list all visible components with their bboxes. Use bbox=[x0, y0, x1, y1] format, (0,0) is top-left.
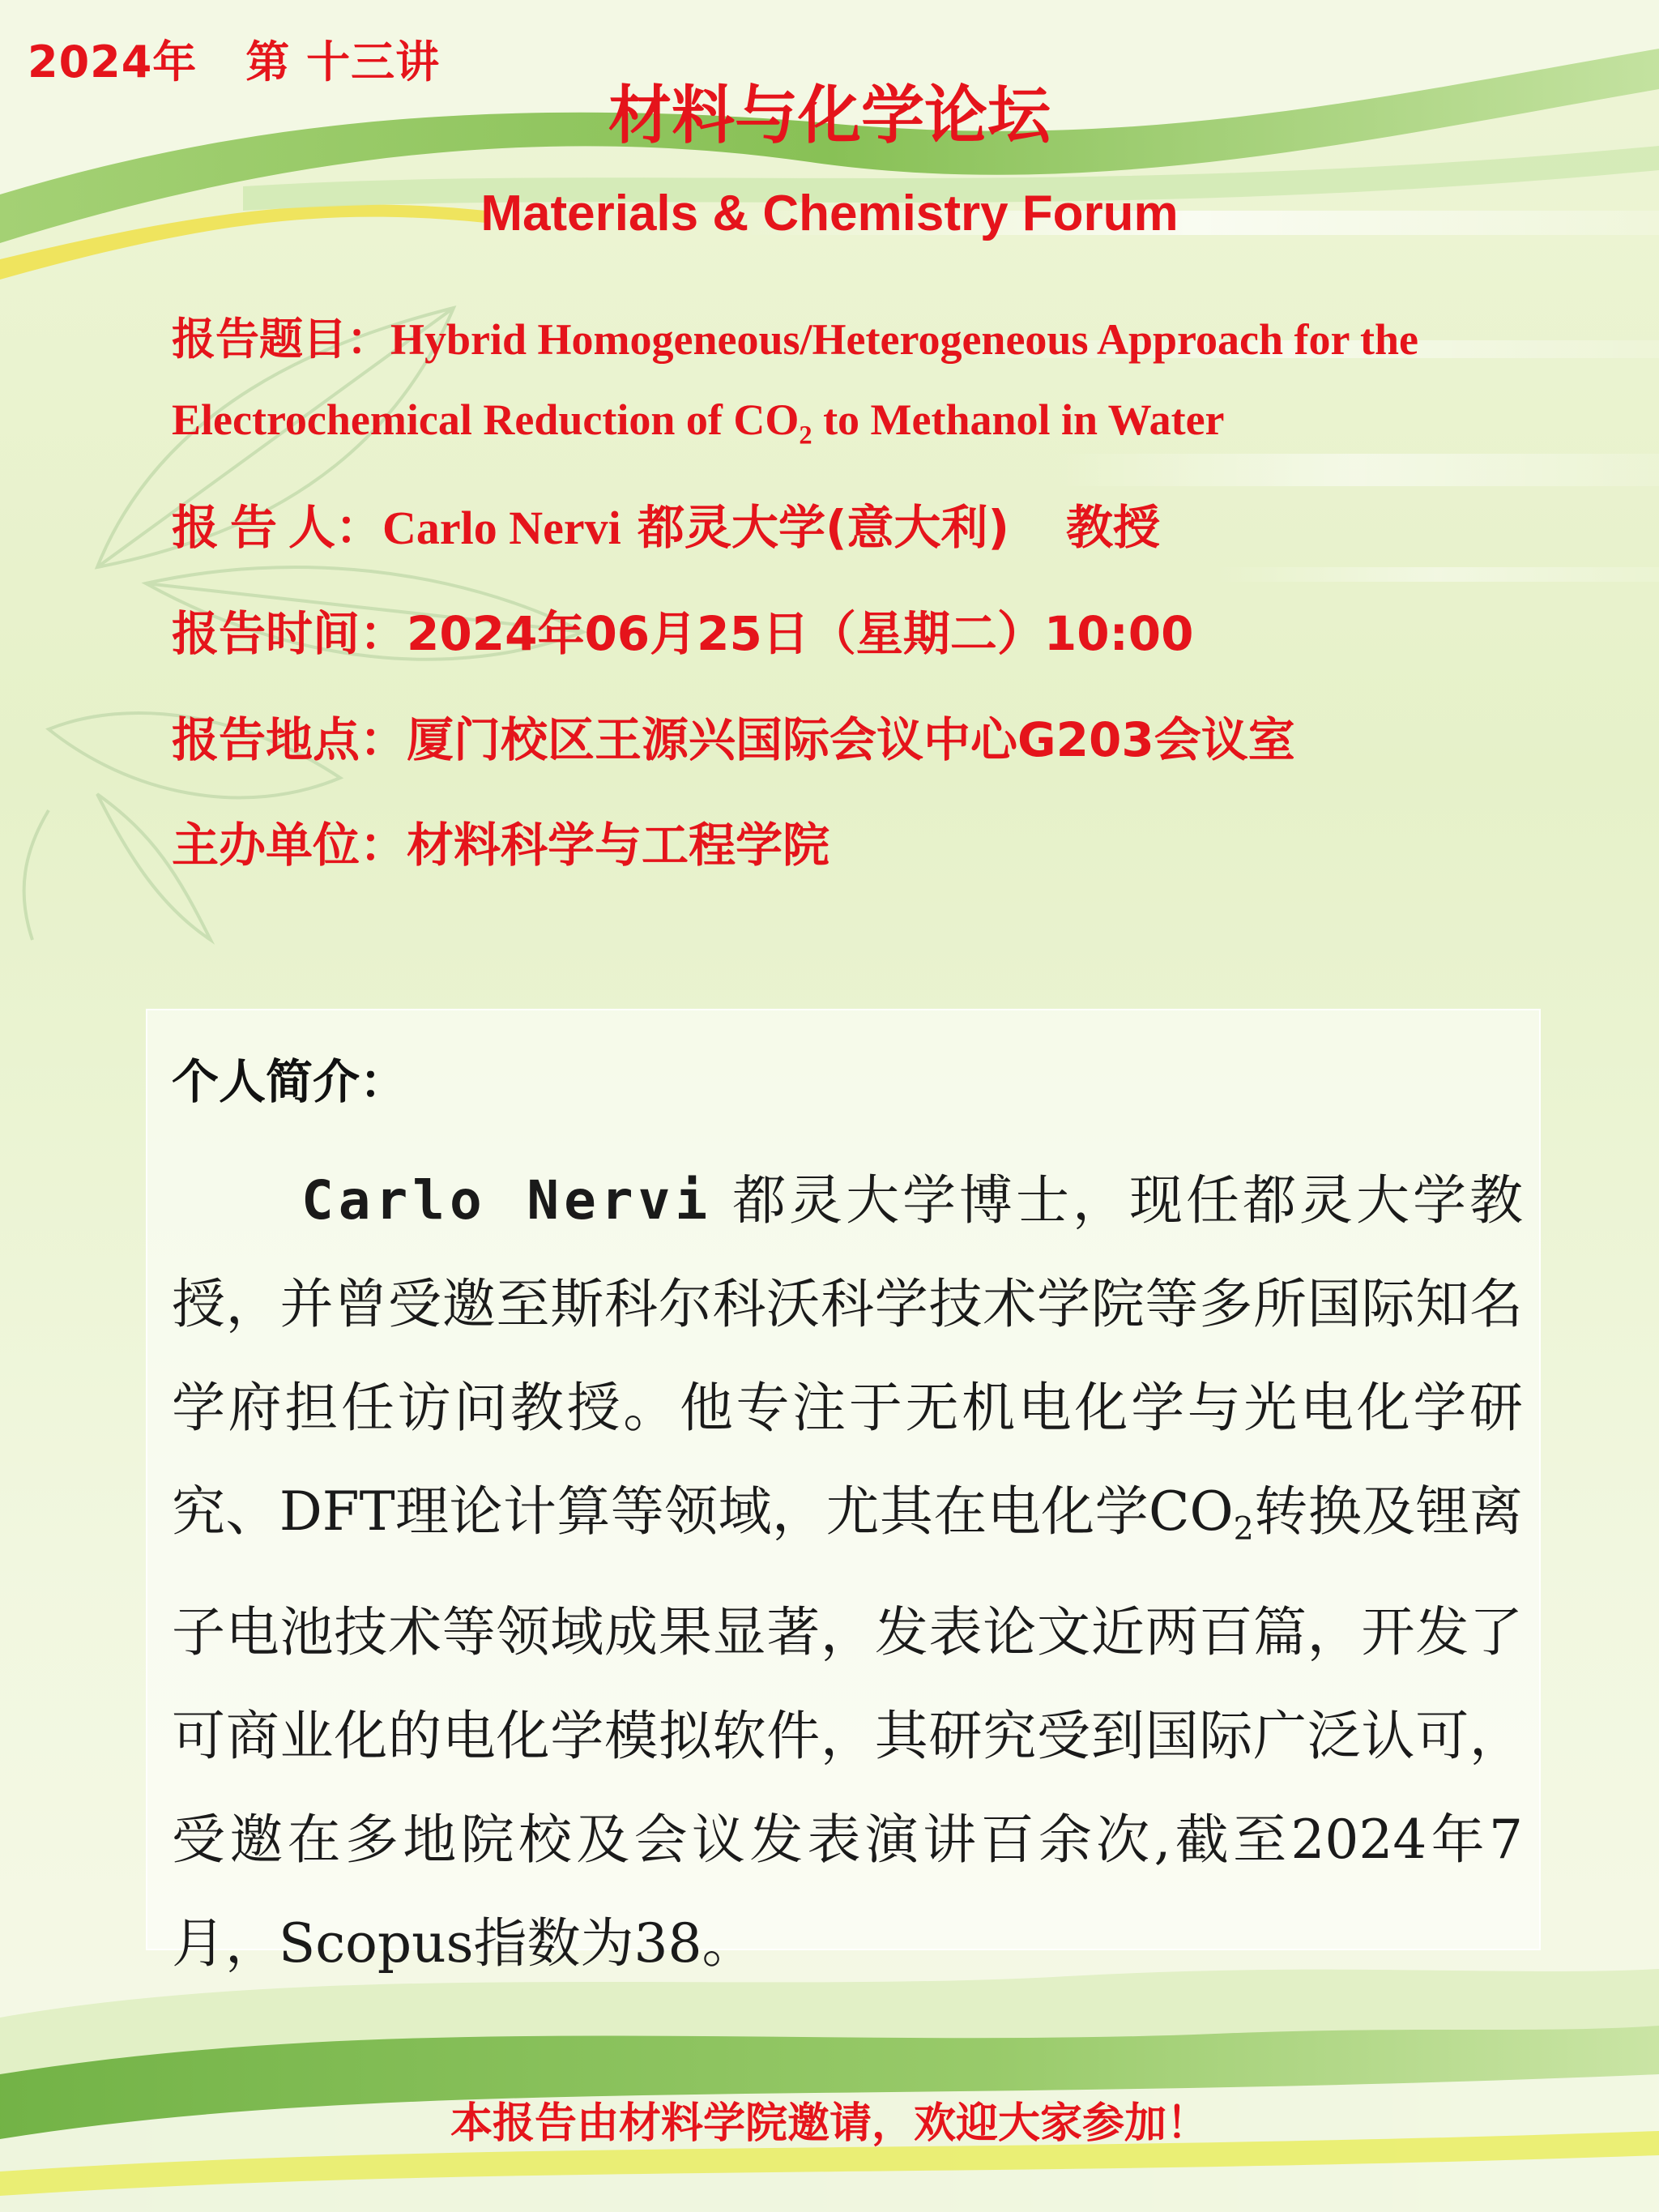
speaker-label-colon: ： bbox=[335, 500, 383, 555]
venue-line bbox=[172, 702, 1295, 770]
topic-value-line1: Hybrid Homogeneous/Heterogeneous Approach for the bbox=[390, 315, 1418, 364]
speaker-affiliation: 都灵大学(意大利) bbox=[621, 500, 1009, 555]
speaker-label-char: 告 bbox=[230, 500, 278, 555]
speaker-title: 教授 bbox=[1065, 500, 1160, 555]
time-value: 2024年06月25日（星期二）10:00 bbox=[407, 606, 1194, 661]
topic-line-1 bbox=[172, 305, 1418, 367]
time-line bbox=[172, 596, 1194, 664]
topic-line-2 bbox=[172, 394, 1225, 451]
series-year: 2024年 bbox=[28, 36, 198, 88]
bio-heading: 个人简介： bbox=[172, 1054, 407, 1109]
venue-value: 厦门校区王源兴国际会议中心G203会议室 bbox=[407, 712, 1295, 767]
bio-co2-subscript: 2 bbox=[1233, 1510, 1254, 1548]
page-title: 材料与化学论坛 bbox=[608, 79, 1051, 152]
topic-label: 报告题目： bbox=[172, 314, 390, 365]
speaker-name: Carlo Nervi bbox=[382, 502, 621, 554]
speaker-label-char: 报 bbox=[172, 500, 220, 555]
venue-label: 报告地点： bbox=[172, 712, 407, 767]
topic-value-line2b: to Methanol in Water bbox=[812, 395, 1225, 444]
topic-value-line2a: Electrochemical Reduction of CO bbox=[172, 395, 800, 444]
speaker-line bbox=[172, 489, 1160, 557]
series-lecture: 第 十三讲 bbox=[245, 36, 441, 88]
bio-name: Carlo Nervi bbox=[301, 1169, 713, 1232]
speaker-label bbox=[172, 500, 382, 555]
bio-text-part1: 都灵大学博士，现任都灵大学教授，并曾受邀至斯科尔科沃科学技术学院等多所国际知名学府担任访问教授。他专注于无机电化学与光电化学研究、DFT理论计算等领域，尤其在电化学CO bbox=[172, 1169, 1524, 1543]
host-line bbox=[172, 807, 830, 875]
speaker-label-char: 人 bbox=[288, 500, 336, 555]
time-label: 报告时间： bbox=[172, 606, 407, 661]
bio-text-part2: 转换及锂离子电池技术等领域成果显著，发表论文近两百篇，开发了可商业化的电化学模拟软件，其研究受到国际广泛认可，受邀在多地院校及会议发表演讲百余次,截至2024年7月，Scopus指数为38。 bbox=[172, 1480, 1523, 1975]
topic-co2-subscript: 2 bbox=[799, 421, 812, 451]
footer-invitation: 本报告由材料学院邀请，欢迎大家参加！ bbox=[450, 2099, 1209, 2148]
bio-paragraph bbox=[172, 1149, 1523, 1996]
page-subtitle: Materials & Chemistry Forum bbox=[480, 186, 1179, 241]
host-value: 材料科学与工程学院 bbox=[407, 818, 830, 873]
host-label: 主办单位： bbox=[172, 818, 407, 873]
